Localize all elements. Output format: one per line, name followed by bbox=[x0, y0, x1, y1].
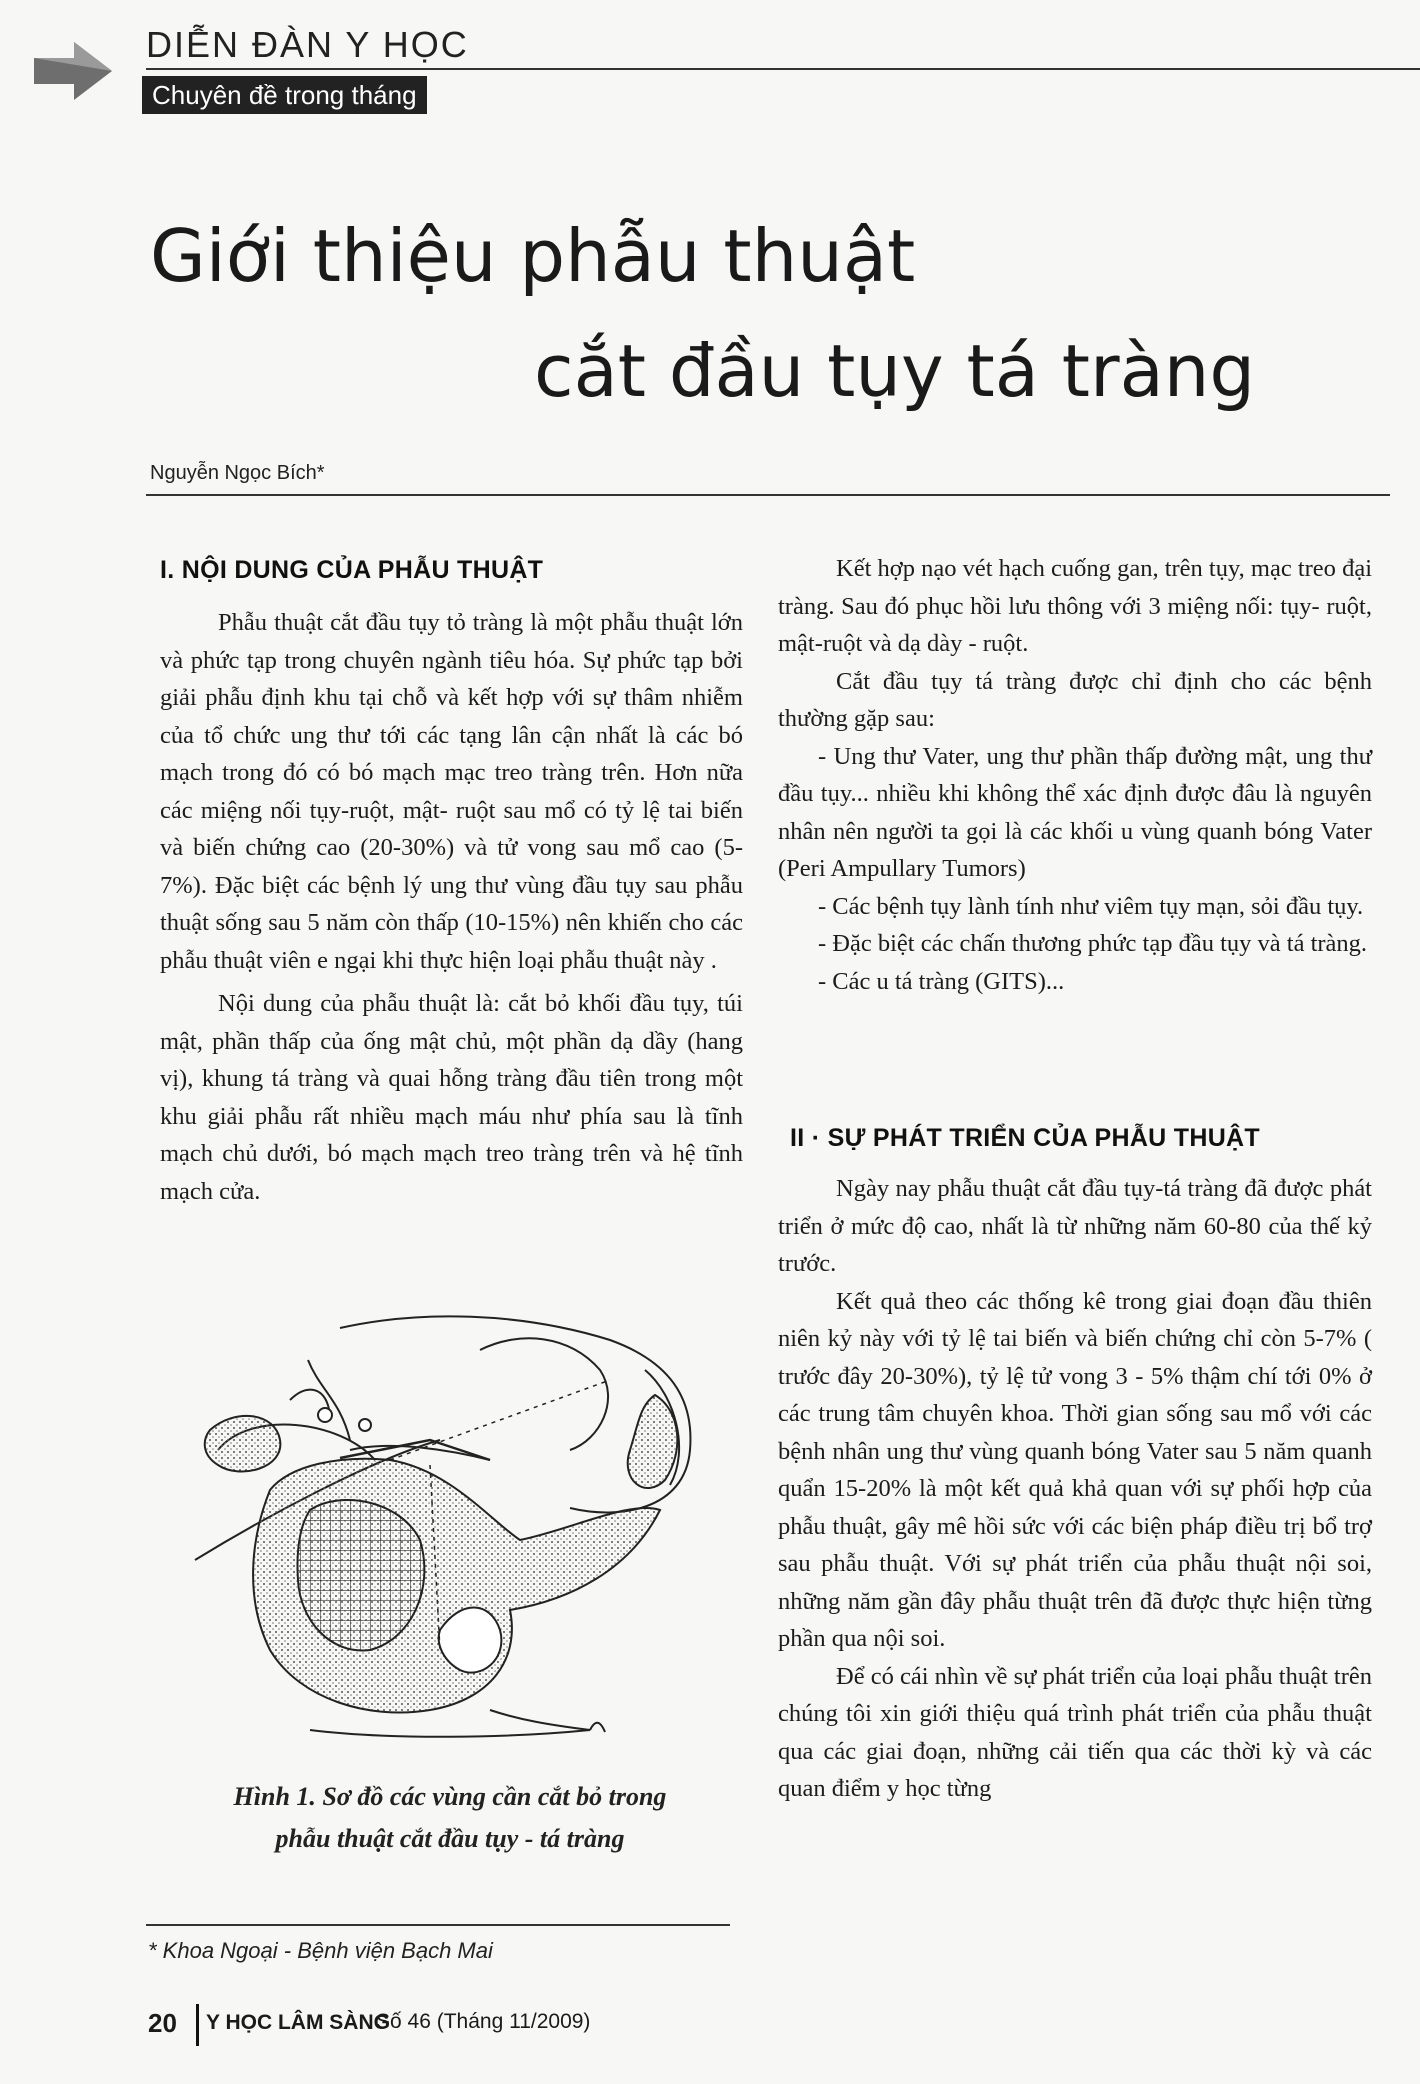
left-column bbox=[160, 604, 743, 1210]
paragraph: Ngày nay phẫu thuật cắt đầu tụy-tá tràng đã được phát triển ở mức độ cao, nhất là từ những năm 60-80 của thế kỷ trước. bbox=[778, 1175, 1372, 1277]
author: Nguyễn Ngọc Bích* bbox=[150, 462, 325, 484]
right-column-bottom bbox=[778, 1170, 1372, 1808]
section1-heading: I. NỘI DUNG CỦA PHẪU THUẬT bbox=[160, 556, 544, 584]
caption-line: phẫu thuật cắt đầu tụy - tá tràng bbox=[275, 1824, 625, 1853]
header-rule bbox=[146, 68, 1420, 70]
list-item: - Đặc biệt các chấn thương phức tạp đầu tụy và tá tràng. bbox=[818, 930, 1368, 957]
article-title-line2: cắt đầu tụy tá tràng bbox=[534, 329, 1256, 413]
pancreas-diagram bbox=[190, 1300, 710, 1750]
list-item: - Các bệnh tụy lành tính như viêm tụy mạn, sỏi đầu tụy. bbox=[818, 892, 1364, 920]
paragraph: Kết hợp nạo vét hạch cuống gan, trên tụy, mạc treo đại tràng. Sau đó phục hồi lưu thông với 3 miệng nối: tụy- ruột, mật-ruột và dạ dày - ruột. bbox=[778, 555, 1372, 657]
paragraph: Cắt đầu tụy tá tràng được chỉ định cho các bệnh thường gặp sau: bbox=[778, 667, 1372, 732]
section-name: DIỄN ĐÀN Y HỌC bbox=[146, 24, 469, 65]
paragraph: Để có cái nhìn về sự phát triển của loại phẫu thuật trên chúng tôi xin giới thiệu quá trình phát triển của phẫu thuật qua các giai đoạn, những cải tiến qua các thời kỳ và các quan điểm y học từng bbox=[778, 1662, 1372, 1802]
issue-info: Số 46 (Tháng 11/2009) bbox=[376, 2010, 591, 2033]
paragraph: Phẫu thuật cắt đầu tụy tỏ tràng là một phẫu thuật lớn và phức tạp trong chuyên ngành tiêu hóa. Sự phức tạp bởi giải phẫu định khu tại chỗ và kết hợp với sự thâm nhiễm của tổ chức ung thư tới các tạng lân cận nhất là các bó mạch trong đó có bó mạch mạc treo tràng trên. Hơn nữa các miệng nối tụy-ruột, mật- ruột sau mổ có tỷ lệ tai biến và biến chứng cao (20-30%) và tử vong sau mổ cao (5-7%). Đặc biệt các bệnh lý ung thư vùng đầu tụy sau phẫu thuật sống sau 5 năm còn thấp (10-15%) nên khiến cho các phẫu thuật viên e ngại khi thực hiện loại phẫu thuật này . bbox=[160, 609, 743, 974]
page-number: 20 bbox=[148, 2008, 177, 2038]
arrow-icon bbox=[34, 38, 114, 104]
footnote: * Khoa Ngoại - Bệnh viện Bạch Mai bbox=[148, 1938, 493, 1963]
footer-divider bbox=[196, 2004, 199, 2046]
paragraph: Nội dung của phẫu thuật là: cắt bỏ khối đầu tụy, túi mật, phần thấp của ống mật chủ, một phần dạ dầy (hang vị), khung tá tràng và quai hỗng tràng đầu tiên trong một khu giải phẫu rất nhiều mạch máu như phía sau là tĩnh mạch chủ dưới, bó mạch mạch treo tràng trên và hệ tĩnh mạch cửa. bbox=[160, 990, 743, 1205]
paragraph: Kết quả theo các thống kê trong giai đoạn đầu thiên niên kỷ này với tỷ lệ tai biến và biến chứng chỉ còn 5-7% ( trước đây 20-30%), tỷ lệ tử vong 3 - 5% thậm chí tới 0% ở các trung tâm chuyên khoa. Thời gian sống sau mổ với các bệnh nhân ung thư vùng quanh bóng Vater sau 5 năm quanh quẩn 15-20% là một kết quả khả quan với sự phối hợp của phẫu thuật, gây mê hồi sức với các biện pháp điều trị bổ trợ sau phẫu thuật. Với sự phát triển của phẫu thuật nội soi, những năm gần đây phẫu thuật trên đã được thực hiện từng phần qua nội soi. bbox=[778, 1287, 1372, 1652]
caption-line: Hình 1. Sơ đồ các vùng cần cắt bỏ trong bbox=[233, 1782, 667, 1811]
section2-heading: II · SỰ PHÁT TRIỂN CỦA PHẪU THUẬT bbox=[790, 1124, 1260, 1152]
list-item: - Các u tá tràng (GITS)... bbox=[818, 967, 1065, 995]
author-rule bbox=[146, 494, 1390, 496]
right-column-top bbox=[778, 550, 1372, 1000]
journal-name: Y HỌC LÂM SÀNG bbox=[206, 2011, 390, 2034]
list-item: - Ung thư Vater, ung thư phần thấp đường mật, ung thư đầu tụy... nhiều khi không thể xác định được đâu là nguyên nhân nên người ta gọi là các khối u vùng quanh bóng Vater (Peri Ampullary Tumors) bbox=[778, 742, 1372, 882]
figure-caption bbox=[170, 1776, 730, 1860]
topic-badge: Chuyên đề trong tháng bbox=[142, 76, 427, 114]
footnote-rule bbox=[146, 1924, 730, 1926]
article-title-line1: Giới thiệu phẫu thuật bbox=[150, 214, 916, 298]
